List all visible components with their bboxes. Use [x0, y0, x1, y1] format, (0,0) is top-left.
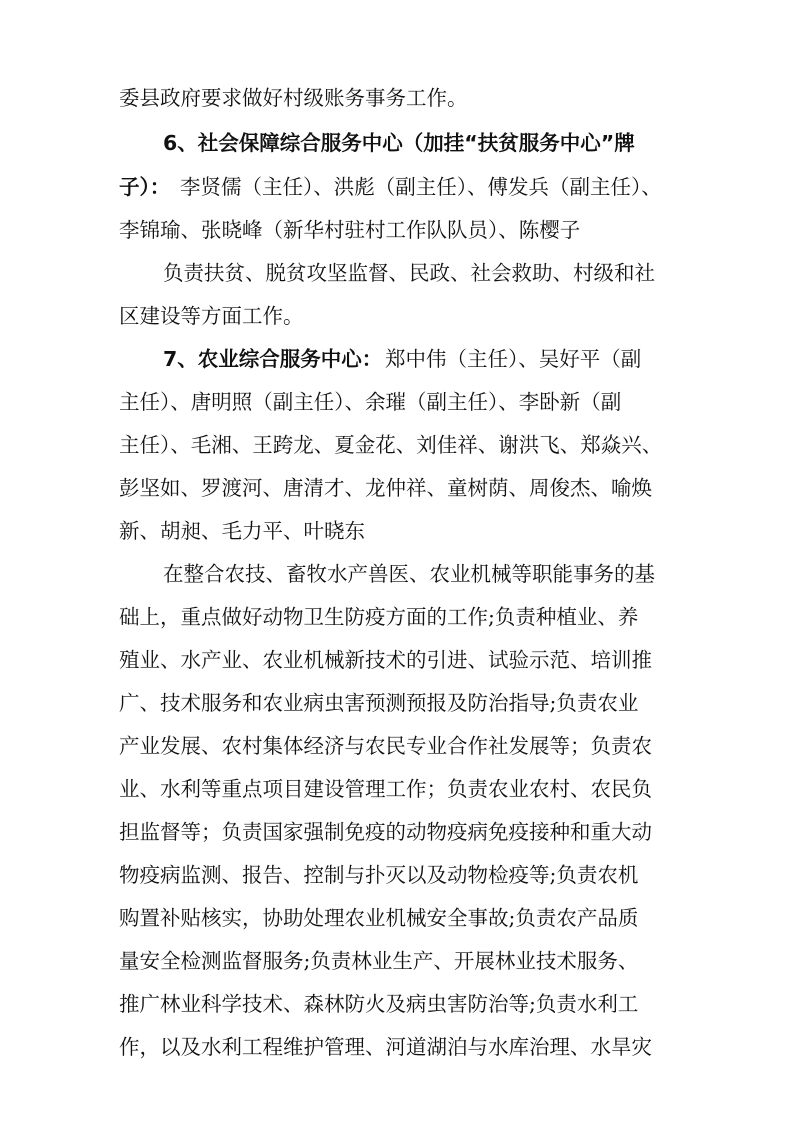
- line-text: 广、技术服务和农业病虫害预测预报及防治指导;负责农业: [119, 691, 639, 715]
- text-line: [0, 769, 793, 809]
- text-line: [0, 941, 793, 981]
- line-text: 础上，重点做好动物卫生防疫方面的工作;负责种植业、养: [119, 605, 639, 629]
- line-text: 推广林业科学技术、森林防火及病虫害防治等;负责水利工: [119, 992, 639, 1016]
- text-line: [0, 167, 793, 207]
- text-line: [0, 210, 793, 250]
- text-line: [0, 597, 793, 637]
- line-text: 购置补贴核实，协助处理农业机械安全事故;负责农产品质: [119, 906, 639, 930]
- heading-text: 子）：: [119, 175, 171, 199]
- line-text: 殖业、水产业、农业机械新技术的引进、试验示范、培训推: [119, 648, 652, 672]
- text-line: [0, 640, 793, 680]
- line-text: 业、水利等重点项目建设管理工作；负责农业农村、农民负: [119, 777, 652, 801]
- text-line: [0, 898, 793, 938]
- line-text: 新、胡昶、毛力平、叶晓东: [119, 519, 365, 543]
- paragraph-start: [0, 253, 793, 293]
- text-line: [0, 984, 793, 1024]
- text-line: [0, 296, 793, 336]
- text-line: [0, 1027, 793, 1067]
- line-text: 在整合农技、畜牧水产兽医、农业机械等职能事务的基: [163, 562, 655, 586]
- line-text: 彭坚如、罗渡河、唐清才、龙仲祥、童树荫、周俊杰、喻焕: [119, 476, 652, 500]
- section-heading-7: [0, 339, 793, 379]
- line-text: 负责扶贫、脱贫攻坚监督、民政、社会救助、村级和社: [163, 261, 655, 285]
- line-text: 区建设等方面工作。: [119, 304, 304, 328]
- line-text: 委县政府要求做好村级账务事务工作。: [119, 86, 468, 110]
- text-line: [0, 855, 793, 895]
- line-text: 李贤儒（主任）、洪彪（副主任）、傅发兵（副主任）、: [180, 175, 662, 199]
- text-line: [0, 78, 793, 118]
- text-line: [0, 382, 793, 422]
- line-text: 主任）、唐明照（副主任）、余璀（副主任）、李卧新（副: [119, 390, 622, 414]
- section-heading-6: [0, 123, 793, 163]
- line-text: 产业发展、农村集体经济与农民专业合作社发展等；负责农: [119, 734, 652, 758]
- line-text: 李锦瑜、张晓峰（新华村驻村工作队队员）、陈樱子: [119, 218, 581, 242]
- text-line: [0, 683, 793, 723]
- line-text: 作，以及水利工程维护管理、河道湖泊与水库治理、水旱灾: [119, 1035, 652, 1059]
- text-line: [0, 511, 793, 551]
- text-line: [0, 726, 793, 766]
- text-line: [0, 425, 793, 465]
- text-line: [0, 812, 793, 852]
- line-text: 担监督等；负责国家强制免疫的动物疫病免疫接种和重大动: [119, 820, 652, 844]
- heading-text: 7、农业综合服务中心：: [163, 347, 383, 371]
- line-text: 郑中伟（主任）、吴好平（副: [385, 347, 642, 371]
- paragraph-start: [0, 554, 793, 594]
- line-text: 量安全检测监督服务;负责林业生产、开展林业技术服务、: [119, 949, 639, 973]
- line-text: 物疫病监测、报告、控制与扑灭以及动物检疫等;负责农机: [119, 863, 639, 887]
- heading-text: 6、社会保障综合服务中心（加挂“扶贫服务中心”牌: [163, 131, 635, 155]
- line-text: 主任）、毛湘、王跨龙、夏金花、刘佳祥、谢洪飞、郑焱兴、: [119, 433, 663, 457]
- text-line: [0, 468, 793, 508]
